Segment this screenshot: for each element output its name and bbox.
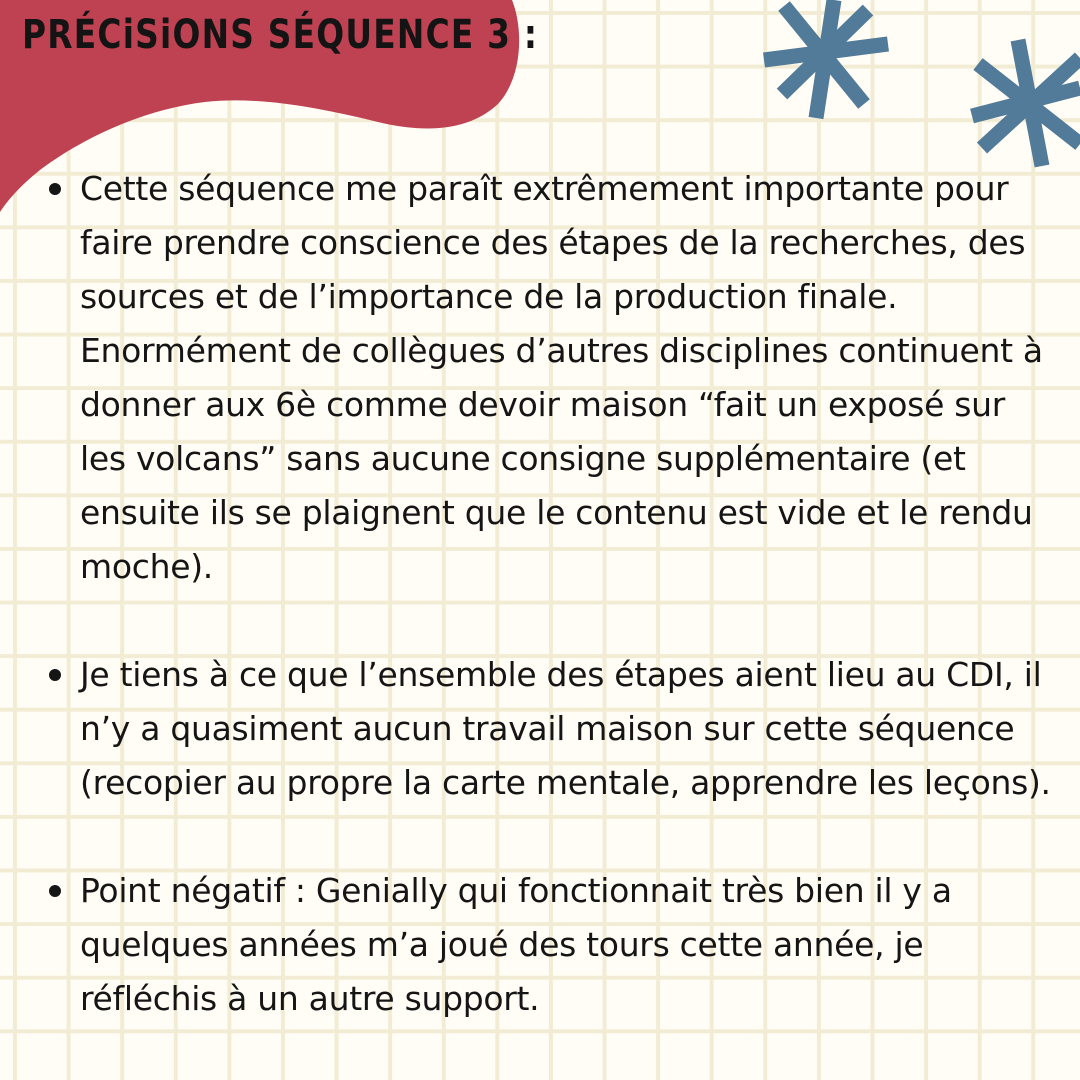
list-item	[80, 648, 1055, 810]
bullet-icon	[49, 669, 61, 681]
list-item-text: Point négatif : Genially qui fonctionnait très bien il y a quelques années m’a joué des tours cette année, je réfléchis à un autre support.	[80, 871, 952, 1018]
asterisk-icon	[756, 0, 892, 120]
page-title: PRÉCiSiONS SÉQUENCE 3 :	[22, 12, 539, 58]
list-item	[80, 864, 1055, 1026]
list-item-text: Cette séquence me paraît extrêmement importante pour faire prendre conscience des étapes de la recherches, des sources et de l’importance de la production finale. Enormément de collègues d’autres disciplines continuent à donner aux 6è comme devoir maison “fait un exposé sur les volcans” sans aucune consigne supplémentaire (et ensuite ils se plaignent que le contenu est vide et le rendu moche).	[80, 169, 1043, 586]
asterisk-icon	[968, 36, 1080, 170]
list-item	[80, 162, 1055, 594]
bullet-list	[80, 162, 1055, 1026]
bullet-icon	[49, 885, 61, 897]
list-item-text: Je tiens à ce que l’ensemble des étapes aient lieu au CDI, il n’y a quasiment aucun travail maison sur cette séquence (recopier au propre la carte mentale, apprendre les leçons).	[80, 655, 1051, 802]
bullet-icon	[49, 183, 61, 195]
